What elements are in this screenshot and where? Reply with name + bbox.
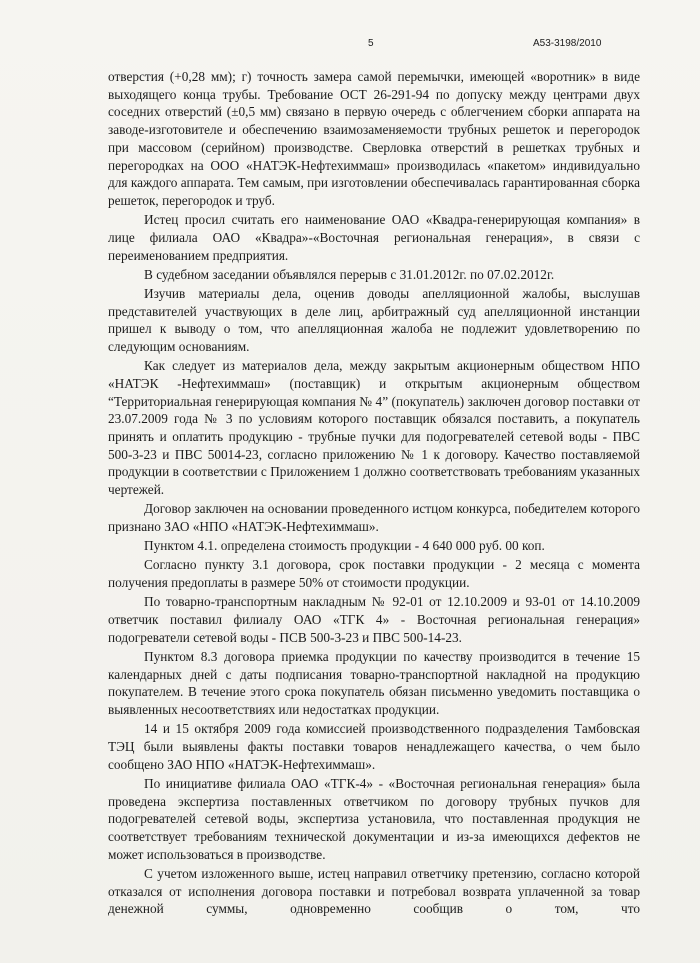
paragraph: Изучив материалы дела, оценив доводы апелляционной жалобы, выслушав представителей участвующих в деле лиц, арбитражный суд апелляционной инстанции пришел к выводу о том, что апелляционная жалоба не подлежит удовлетворению по следующим основаниям. <box>108 285 640 355</box>
paragraph: 14 и 15 октября 2009 года комиссией производственного подразделения Тамбовская ТЭЦ были выявлены факты поставки товаров ненадлежащего качества, о чем было сообщено ЗАО НПО «НАТЭК-Нефтехиммаш». <box>108 721 640 772</box>
paragraph: По товарно-транспортным накладным № 92-01 от 12.10.2009 и 93-01 от 14.10.2009 ответчик поставил филиалу ОАО «ТГК 4» - Восточная региональная генерация» подогреватели сетевой воды - ПСВ 500-3-23 и ПВС 500-14-23. <box>108 594 640 645</box>
paragraph: Согласно пункту 3.1 договора, срок поставки продукции - 2 месяца с момента получения предоплаты в размере 50% от стоимости продукции. <box>108 557 640 591</box>
paragraph: Пунктом 8.3 договора приемка продукции по качеству производится в течение 15 календарных дней с даты подписания товарно-транспортной накладной на продукцию покупателем. В течение этого срока покупатель обязан письменно уведомить поставщика о выявленных несоответствиях или недостатках продукции. <box>108 649 640 718</box>
case-number: А53-3198/2010 <box>533 38 602 49</box>
page-number: 5 <box>368 38 374 49</box>
page-header <box>0 38 700 54</box>
paragraph: По инициативе филиала ОАО «ТГК-4» - «Восточная региональная генерация» была проведена экспертиза поставленных ответчиком по договору трубных пучков для подогревателей сетевой воды, экспертиза установила, что поставленная продукция не соответствует требованиям технической документации и из-за имеющихся дефектов не может использоваться в производстве. <box>108 775 640 862</box>
paragraph: отверстия (+0,28 мм); г) точность замера самой перемычки, имеющей «воротник» в виде выходящего конца трубы. Требование ОСТ 26-291-94 по допуску между центрами двух соседних отверстий (±0,5 мм) связано в первую очередь с облегчением сборки аппарата на заводе-изготовителе и обеспечению взаимозаменяемости трубных решеток и перегородок при массовом (серийном) производстве. Сверловка отверстий в решетках трубных и перегородках на ООО «НАТЭК-Нефтехиммаш» производилась «пакетом» индивидуально для каждого аппарата. Тем самым, при изготовлении обеспечивалась гарантированная сборка решеток, перегородок и труб. <box>108 69 640 208</box>
paragraph: В судебном заседании объявлялся перерыв с 31.01.2012г. по 07.02.2012г. <box>144 266 555 282</box>
paragraph: Истец просил считать его наименование ОАО «Квадра-генерирующая компания» в лице филиала ОАО «Квадра»-«Восточная региональная генерация», в связи с переименованием предприятия. <box>108 212 640 263</box>
paragraph: С учетом изложенного выше, истец направил ответчику претензию, согласно которой отказался от исполнения договора поставки и потребовал возврата уплаченной за товар денежной суммы, одновременно сообщив о том, что <box>108 865 640 917</box>
paragraph: Договор заключен на основании проведенного истцом конкурса, победителем которого признано ЗАО «НПО «НАТЭК-Нефтехиммаш». <box>108 501 640 535</box>
paragraph: Пунктом 4.1. определена стоимость продукции - 4 640 000 руб. 00 коп. <box>144 538 545 554</box>
document-body <box>108 68 640 920</box>
paragraph: Как следует из материалов дела, между закрытым акционерным обществом НПО «НАТЭК -Нефтехиммаш» (поставщик) и открытым акционерным обществом “Территориальная генерирующая компания № 4” (покупатель) заключен договор поставки от 23.07.2009 года № 3 по условиям которого поставщик обязался поставить, а покупатель принять и оплатить продукцию - трубные пучки для подогревателей сетевой воды - ПВС 500-3-23 и ПВС 50014-23, согласно приложению № 1 к договору. Качество поставляемой продукции в соответствии с Приложением 1 должно соответствовать требованиям указанных чертежей. <box>108 358 640 498</box>
